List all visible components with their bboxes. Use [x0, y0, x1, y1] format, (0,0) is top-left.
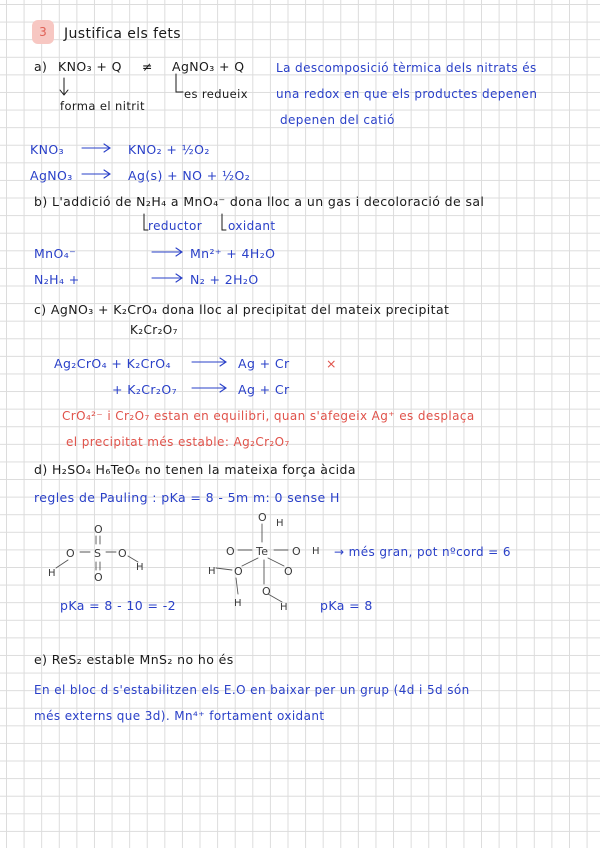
h2so4-hydrogen-right: H	[136, 562, 144, 573]
teo6-hydrogen-lower: H	[234, 598, 242, 609]
h2so4-oxygen-left: O	[66, 547, 76, 560]
part-c-eq2-left: + K₂Cr₂O₇	[112, 382, 177, 397]
part-a-eq1-right: KNO₂ + ½O₂	[128, 142, 210, 157]
exercise-title: Justifica els fets	[64, 26, 181, 42]
h2so4-sulfur: S	[94, 547, 102, 560]
teo6-oxygen-right: O	[292, 545, 302, 558]
part-a-eq1-left: KNO₃	[30, 142, 64, 157]
part-c-explanation-1: CrO₄²⁻ i Cr₂O₇ estan en equilibri, quan s'afegeix Ag⁺ es desplaça	[62, 409, 475, 423]
h2so4-hydrogen-left: H	[48, 568, 56, 579]
part-e-explanation-1: En el bloc d s'estabilitzen els E.O en baixar per un grup (4d i 5d són	[34, 683, 470, 697]
h2so4-oxygen-right: O	[118, 547, 128, 560]
part-b-eq2-left: N₂H₄ +	[34, 272, 80, 287]
part-a-explanation-2: una redox en que els productes depenen	[276, 87, 538, 101]
h2so4-pka: pKa = 8 - 10 = -2	[60, 598, 176, 613]
part-a-explanation-1: La descomposició tèrmica dels nitrats és	[276, 61, 537, 75]
part-b-reductor-label: reductor	[148, 219, 203, 233]
part-a-eq2-right: Ag(s) + NO + ½O₂	[128, 168, 251, 183]
teo6-oxygen-top: O	[258, 511, 268, 524]
part-b-oxidant-label: oxidant	[228, 219, 276, 233]
h2so4-oxygen-bottom: O	[94, 571, 104, 584]
part-a-explanation-3: depenen del catió	[280, 113, 395, 127]
part-e-explanation-2: més externs que 3d). Mn⁴⁺ fortament oxidant	[34, 709, 325, 723]
teo6-oxygen-lower-left: O	[234, 565, 244, 578]
teo6-coordination-note: → més gran, pot nºcord = 6	[334, 545, 511, 559]
part-a-reaction-2: AgNO₃ + Q	[172, 59, 245, 74]
exercise-number-badge: 3	[32, 20, 54, 44]
part-b-eq1-right: Mn²⁺ + 4H₂O	[190, 246, 276, 261]
part-b-statement: b) L'addició de N₂H₄ a MnO₄⁻ dona lloc a un gas i decoloració de sal	[34, 194, 485, 209]
part-a-not-equal: ≠	[142, 59, 153, 74]
part-d-pauling-rule: regles de Pauling : pKa = 8 - 5m m: 0 sense H	[34, 490, 340, 505]
teo6-hydrogen-left: H	[208, 566, 216, 577]
part-c-explanation-2: el precipitat més estable: Ag₂Cr₂O₇	[66, 435, 290, 449]
teo6-pka: pKa = 8	[320, 598, 373, 613]
part-c-statement: c) AgNO₃ + K₂CrO₄ dona lloc al precipitat del mateix precipitat	[34, 302, 450, 317]
teo6-hydrogen-bottom: H	[280, 602, 288, 613]
teo6-hydrogen-right: H	[312, 546, 320, 557]
part-a-label: a)	[34, 59, 48, 74]
part-c-sub: K₂Cr₂O₇	[130, 323, 178, 337]
part-d-statement: d) H₂SO₄ H₆TeO₆ no tenen la mateixa força àcida	[34, 462, 356, 477]
part-e-statement: e) ReS₂ estable MnS₂ no ho és	[34, 652, 234, 667]
part-c-eq1-left: Ag₂CrO₄ + K₂CrO₄	[54, 356, 171, 371]
teo6-oxygen-left: O	[226, 545, 236, 558]
teo6-tellurium: Te	[256, 545, 269, 558]
part-c-eq2-right: Ag + Cr	[238, 382, 290, 397]
h2so4-oxygen-top: O	[94, 523, 104, 536]
part-a-reaction-1: KNO₃ + Q	[58, 59, 122, 74]
part-a-note-nitrite: forma el nitrit	[60, 99, 145, 113]
teo6-hydrogen-top: H	[276, 518, 284, 529]
part-a-note-reduces: es redueix	[184, 87, 248, 101]
part-c-eq1-right: Ag + Cr	[238, 356, 290, 371]
part-b-eq1-left: MnO₄⁻	[34, 246, 77, 261]
part-a-eq2-left: AgNO₃	[30, 168, 73, 183]
part-c-eq1-cross: ×	[326, 356, 337, 371]
teo6-oxygen-lower-right: O	[284, 565, 294, 578]
teo6-oxygen-bottom: O	[262, 585, 272, 598]
part-b-eq2-right: N₂ + 2H₂O	[190, 272, 259, 287]
